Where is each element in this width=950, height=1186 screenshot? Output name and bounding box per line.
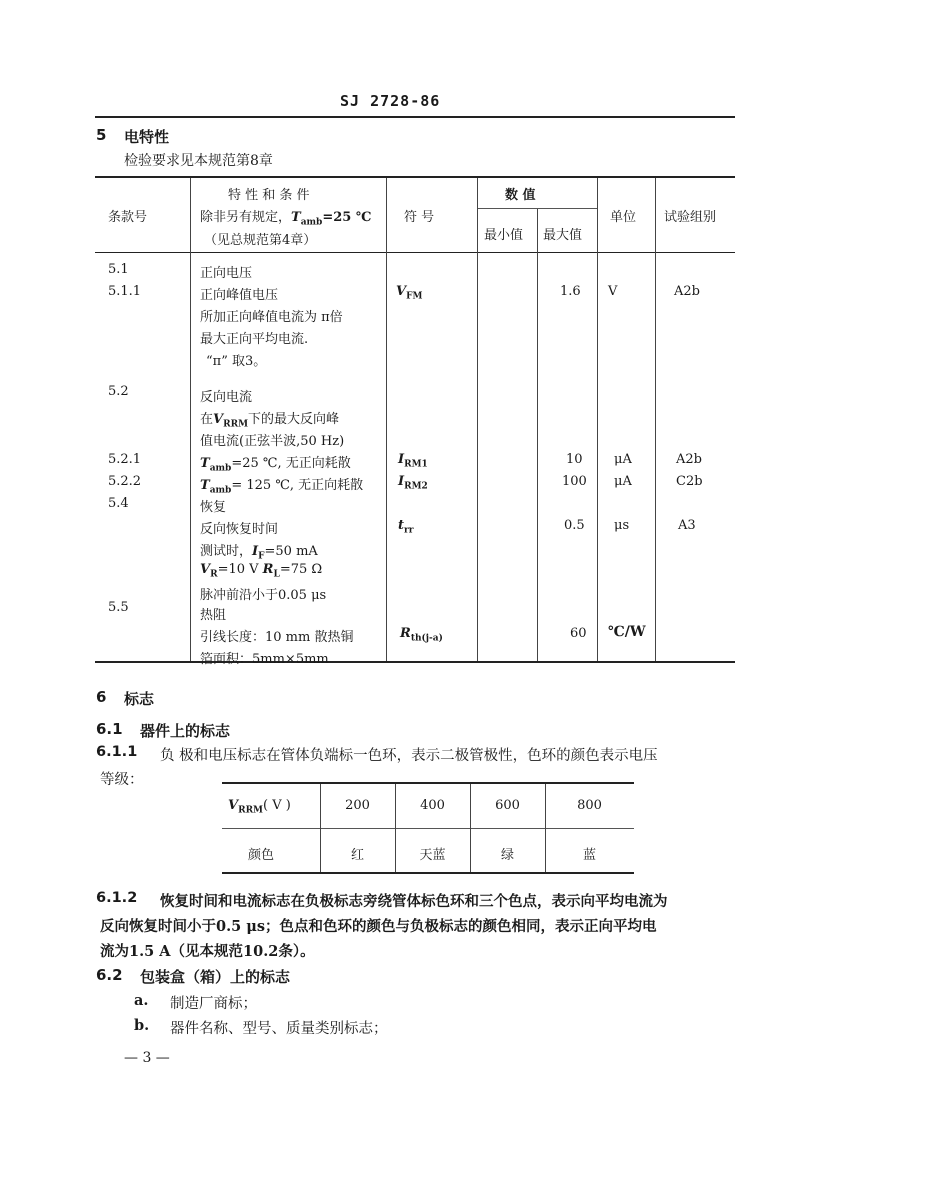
color-table-mid-rule	[222, 828, 634, 829]
section-6-1-title: 器件上的标志	[140, 722, 231, 740]
header-characteristic-line2: 除非另有规定，$T_{amb}=25$ ℃	[200, 210, 372, 228]
table-top-rule	[95, 176, 735, 178]
clause-5-5: 5.5	[108, 600, 129, 615]
text-5-1: 正向电压	[200, 266, 253, 281]
text-5-4-line1: 恢复	[200, 500, 227, 515]
section-5-number: 5	[96, 126, 107, 144]
section-6-1-1-text-line2: 等级：	[100, 772, 144, 788]
clause-5-1-1: 5.1.1	[108, 284, 142, 299]
section-6-1-1-number: 6.1.1	[96, 744, 138, 760]
clause-5-4: 5.4	[108, 496, 129, 511]
text-5-1-1-line4: “π” 取3。	[206, 354, 267, 369]
max-5-2-1: 10	[566, 452, 583, 467]
cond-5-2-1: $T_{amb}=25$ ℃, 无正向耗散	[200, 456, 351, 474]
text-5-4-line2: 反向恢复时间	[200, 522, 279, 537]
text-5-1-1-line2: 所加正向峰值电流为 π倍	[200, 310, 343, 325]
page-number: — 3 —	[124, 1050, 170, 1066]
list-item-a-marker: a.	[134, 992, 149, 1009]
text-5-5-line2: 引线长度：10 mm 散热铜	[200, 630, 354, 645]
clause-5-2-2: 5.2.2	[108, 474, 142, 489]
unit-5-4: μs	[614, 518, 630, 533]
section-5-title: 电特性	[124, 128, 170, 146]
header-clause: 条款号	[108, 210, 148, 225]
color-table-top-rule	[222, 782, 634, 784]
group-5-2-2: C2b	[676, 474, 703, 489]
header-unit: 单位	[610, 210, 637, 225]
header-rule	[95, 116, 735, 118]
header-characteristic-line3: （见总规范第4章）	[204, 233, 317, 248]
clause-5-1: 5.1	[108, 262, 129, 277]
col-divider-1	[190, 178, 191, 661]
col-divider-2	[386, 178, 387, 661]
cond-5-2-2: $T_{amb}= 125$ ℃, 无正向耗散	[200, 478, 364, 496]
max-5-5: 60	[570, 626, 587, 641]
unit-5-2-2: μA	[614, 474, 632, 489]
color-table-bottom-rule	[222, 872, 634, 874]
text-5-2-line1: 反向电流	[200, 390, 253, 405]
section-6-1-2-text-line3: 流为1.5 A（见本规范10.2条）。	[100, 943, 315, 960]
symbol-5-4: $t_{rr}$	[398, 518, 414, 536]
group-5-2-1: A2b	[676, 452, 702, 467]
document-code: SJ 2728-86	[340, 92, 441, 110]
symbol-5-5: $R_{th(j-a)}$	[400, 626, 443, 644]
color-table-color-label: 颜色	[248, 848, 275, 863]
text-5-5-line3: 箔面积：5mm×5mm	[200, 652, 329, 667]
header-test-group: 试验组别	[664, 210, 717, 225]
section-6-2-number: 6.2	[96, 966, 123, 984]
section-6-1-2-text-line1: 恢复时间和电流标志在负极标志旁绕管体标色环和三个色点，表示向平均电流为	[160, 893, 668, 910]
table-bottom-rule	[95, 661, 735, 663]
voltage-800: 800	[577, 798, 602, 813]
list-item-b-marker: b.	[134, 1017, 150, 1034]
color-green: 绿	[500, 848, 514, 863]
header-value: 数 值	[505, 188, 536, 203]
voltage-400: 400	[420, 798, 445, 813]
color-blue: 蓝	[582, 848, 596, 863]
text-5-2-line3: 值电流(正弦半波,50 Hz)	[200, 434, 345, 449]
header-symbol: 符 号	[404, 210, 435, 225]
table-header-rule	[95, 252, 735, 253]
unit-5-5: ℃/W	[608, 624, 646, 640]
col-divider-4	[537, 209, 538, 661]
group-5-1-1: A2b	[674, 284, 700, 299]
text-5-4-line4: $V_R=10$ V $R_L=75$ Ω	[200, 562, 323, 580]
text-5-1-1-line1: 正向峰值电压	[200, 288, 279, 303]
text-5-2-line2: 在$V_{RRM}$下的最大反向峰	[200, 412, 340, 430]
col-divider-3	[477, 178, 478, 661]
section-6-1-2-number: 6.1.2	[96, 890, 138, 906]
section-6-number: 6	[96, 688, 107, 706]
header-min: 最小值	[484, 228, 524, 243]
section-6-1-2-text-line2: 反向恢复时间小于0.5 μs；色点和色环的颜色与负极标志的颜色相同，表示正向平均电	[100, 918, 657, 935]
list-item-b-text: 器件名称、型号、质量类别标志；	[170, 1021, 388, 1037]
section-6-title: 标志	[124, 690, 155, 708]
voltage-600: 600	[495, 798, 520, 813]
list-item-a-text: 制造厂商标；	[170, 996, 257, 1012]
color-sky-blue: 天蓝	[419, 848, 446, 863]
max-5-4: 0.5	[564, 518, 585, 533]
text-5-4-line3: 测试时，$I_F=50$ mA	[200, 544, 318, 562]
max-5-1-1: 1.6	[560, 284, 581, 299]
max-5-2-2: 100	[562, 474, 587, 489]
clause-5-2-1: 5.2.1	[108, 452, 142, 467]
symbol-5-1-1: $V_{FM}$	[396, 284, 423, 302]
voltage-200: 200	[345, 798, 370, 813]
text-5-4-line5: 脉冲前沿小于0.05 μs	[200, 588, 327, 603]
group-5-4: A3	[678, 518, 696, 533]
col-divider-5	[597, 178, 598, 661]
section-6-2-title: 包装盒（箱）上的标志	[140, 968, 291, 986]
section-6-1-number: 6.1	[96, 720, 123, 738]
clause-5-2: 5.2	[108, 384, 129, 399]
section-5-intro: 检验要求见本规范第8章	[124, 153, 273, 169]
color-red: 红	[350, 848, 364, 863]
col-divider-6	[655, 178, 656, 661]
header-max: 最大值	[543, 228, 583, 243]
header-characteristic-line1: 特 性 和 条 件	[228, 188, 310, 203]
text-5-1-1-line3: 最大正向平均电流.	[200, 332, 309, 347]
symbol-5-2-2: $I_{RM2}$	[398, 474, 428, 492]
unit-5-1-1: V	[608, 284, 618, 299]
text-5-5-line1: 热阻	[200, 608, 227, 623]
symbol-5-2-1: $I_{RM1}$	[398, 452, 428, 470]
section-6-1-1-text-line1: 负 极和电压标志在管体负端标一色环，表示二极管极性，色环的颜色表示电压	[160, 748, 658, 764]
color-table-vrrm-label: $V_{RRM}$( V )	[228, 798, 291, 816]
unit-5-2-1: μA	[614, 452, 632, 467]
